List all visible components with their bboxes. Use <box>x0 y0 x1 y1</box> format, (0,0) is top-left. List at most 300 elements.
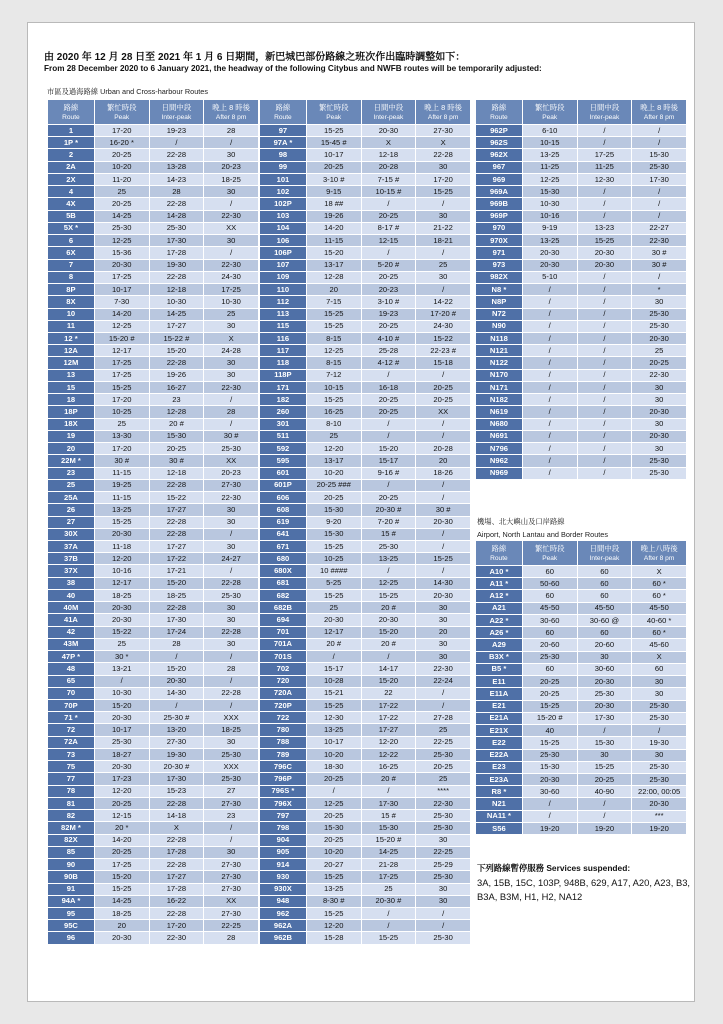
after-8pm-cell: 60 * <box>632 590 686 601</box>
interpeak-cell: 17-30 <box>362 798 416 809</box>
header-peak <box>307 100 361 124</box>
peak-cell: 15-30 <box>307 504 361 515</box>
route-cell: E11A <box>476 688 522 699</box>
route-cell: 4X <box>48 198 94 209</box>
route-cell: 18P <box>48 406 94 417</box>
after-8pm-cell: / <box>632 125 686 136</box>
peak-cell: 20-25 <box>307 835 361 846</box>
table-row <box>476 774 686 785</box>
peak-cell: 11-20 <box>95 174 149 185</box>
table-row <box>48 541 258 552</box>
route-cell: E21A <box>476 713 522 724</box>
header-route-en: Route <box>274 113 292 121</box>
table-row <box>260 223 470 234</box>
table-row <box>48 406 258 417</box>
table-row <box>260 137 470 148</box>
route-cell: 969B <box>476 198 522 209</box>
header-peak-zh: 繁忙時段 <box>318 102 349 112</box>
route-cell: 12 * <box>48 333 94 344</box>
interpeak-cell: 17-28 <box>150 847 204 858</box>
header-interpeak-en: Inter-peak <box>589 554 620 562</box>
route-cell: 40 <box>48 590 94 601</box>
interpeak-cell: 17-28 <box>150 247 204 258</box>
route-cell: 37X <box>48 565 94 576</box>
route-cell: 608 <box>260 504 306 515</box>
table-row <box>260 932 470 943</box>
after-8pm-cell: / <box>416 908 470 919</box>
peak-cell: 15-25 <box>95 884 149 895</box>
route-cell: 5X * <box>48 223 94 234</box>
route-cell: 641 <box>260 529 306 540</box>
peak-cell: 40 <box>523 725 577 736</box>
after-8pm-cell: 27-30 <box>416 125 470 136</box>
peak-cell: 30 * <box>95 651 149 662</box>
interpeak-cell: / <box>578 272 632 283</box>
route-cell: 1 <box>48 125 94 136</box>
interpeak-cell: 22-28 <box>150 602 204 613</box>
table-row <box>476 211 686 222</box>
interpeak-cell: / <box>578 811 632 822</box>
table-row <box>260 847 470 858</box>
interpeak-cell: 20-25 <box>578 774 632 785</box>
header-interpeak-en: Inter-peak <box>589 113 620 121</box>
peak-cell: 10-30 <box>523 198 577 209</box>
interpeak-cell: 22-28 <box>150 198 204 209</box>
interpeak-cell: 10-30 <box>150 296 204 307</box>
interpeak-cell: / <box>578 125 632 136</box>
interpeak-cell: 20-30 <box>578 247 632 258</box>
urban-routes-table-2 <box>259 99 471 945</box>
after-8pm-cell: 25-30 <box>632 468 686 479</box>
after-8pm-cell: 15-22 <box>416 333 470 344</box>
table-row <box>260 565 470 576</box>
title-english: From 28 December 2020 to 6 January 2021, the headway of the following Citybus and NWFB routes will be temporarily adjusted: <box>44 64 542 73</box>
table-row <box>48 553 258 564</box>
interpeak-cell: 17-27 <box>150 321 204 332</box>
after-8pm-cell: 25 <box>416 773 470 784</box>
peak-cell: / <box>523 357 577 368</box>
after-8pm-cell: / <box>632 137 686 148</box>
title-chinese: 由 2020 年 12 月 28 日至 2021 年 1 月 6 日期間，新巴城巴部份路線之班次作出臨時調整如下： <box>44 52 466 63</box>
after-8pm-cell: 30 <box>632 688 686 699</box>
peak-cell: 15-25 <box>307 908 361 919</box>
peak-cell: 10-17 <box>307 149 361 160</box>
route-cell: 73 <box>48 749 94 760</box>
table-row <box>260 345 470 356</box>
table-row <box>476 590 686 601</box>
interpeak-cell: 27-30 <box>150 737 204 748</box>
peak-cell: 20-30 <box>307 614 361 625</box>
interpeak-cell: 25-28 <box>362 345 416 356</box>
interpeak-cell: 15-30 <box>150 431 204 442</box>
table-row <box>260 406 470 417</box>
header-after-8pm-zh: 晚上 8 時後 <box>640 102 679 112</box>
peak-cell: 20-30 <box>523 774 577 785</box>
peak-cell: 19-20 <box>523 823 577 834</box>
table-row <box>260 321 470 332</box>
after-8pm-cell: XX <box>416 406 470 417</box>
peak-cell: 14-20 <box>95 835 149 846</box>
after-8pm-cell: 25-30 <box>632 162 686 173</box>
peak-cell: 25 <box>307 431 361 442</box>
after-8pm-cell: 40-60 * <box>632 615 686 626</box>
route-cell: E23A <box>476 774 522 785</box>
peak-cell: 30 # <box>95 455 149 466</box>
after-8pm-cell: 22-28 <box>204 688 258 699</box>
peak-cell: 17-23 <box>95 773 149 784</box>
interpeak-cell: 22-28 <box>150 480 204 491</box>
interpeak-cell: 60 <box>578 578 632 589</box>
route-cell: B5 * <box>476 664 522 675</box>
after-8pm-cell: 20-30 <box>632 406 686 417</box>
table-row <box>476 443 686 454</box>
interpeak-cell: 15-25 <box>578 235 632 246</box>
route-cell: 797 <box>260 810 306 821</box>
peak-cell: 9-15 <box>307 186 361 197</box>
header-peak-zh: 繁忙時段 <box>534 543 565 553</box>
table-row <box>48 859 258 870</box>
peak-cell: 15-20 # <box>95 333 149 344</box>
interpeak-cell: 16-25 <box>362 761 416 772</box>
route-cell: 6 <box>48 235 94 246</box>
after-8pm-cell: 20-25 <box>416 394 470 405</box>
table-row <box>476 798 686 809</box>
interpeak-cell: 22-28 <box>150 835 204 846</box>
interpeak-cell: / <box>362 565 416 576</box>
after-8pm-cell: / <box>204 529 258 540</box>
interpeak-cell: 20-30 <box>362 125 416 136</box>
after-8pm-cell: 17-20 # <box>416 309 470 320</box>
after-8pm-cell: 17-20 <box>416 174 470 185</box>
interpeak-cell: 4-12 # <box>362 357 416 368</box>
table-row <box>48 529 258 540</box>
peak-cell: / <box>523 443 577 454</box>
table-row <box>476 394 686 405</box>
peak-cell: 15-30 <box>307 529 361 540</box>
peak-cell: 12-15 <box>95 810 149 821</box>
peak-cell: 12-17 <box>95 345 149 356</box>
peak-cell: / <box>523 321 577 332</box>
interpeak-cell: 17-24 <box>150 627 204 638</box>
interpeak-cell: 12-18 <box>362 149 416 160</box>
header-after-8pm <box>416 100 470 124</box>
interpeak-cell: 25-30 # <box>150 712 204 723</box>
after-8pm-cell: 30 <box>632 419 686 430</box>
peak-cell: 20-25 <box>523 676 577 687</box>
route-cell: 595 <box>260 455 306 466</box>
table-row <box>48 578 258 589</box>
peak-cell: 15-36 <box>95 247 149 258</box>
peak-cell: / <box>523 296 577 307</box>
interpeak-cell: 22-28 <box>150 908 204 919</box>
route-cell: 96 <box>48 932 94 943</box>
table-row <box>476 701 686 712</box>
route-cell: 948 <box>260 896 306 907</box>
table-row <box>260 125 470 136</box>
route-cell: 115 <box>260 321 306 332</box>
header-peak-en: Peak <box>542 554 558 562</box>
table-row <box>476 149 686 160</box>
after-8pm-cell: XXX <box>204 761 258 772</box>
peak-cell: 12-25 <box>95 235 149 246</box>
after-8pm-cell: 60 * <box>632 627 686 638</box>
peak-cell: 10-16 <box>95 565 149 576</box>
interpeak-cell: 20-25 <box>362 492 416 503</box>
interpeak-cell: 10-15 # <box>362 186 416 197</box>
table-row <box>260 578 470 589</box>
peak-cell: 11-18 <box>95 541 149 552</box>
after-8pm-cell: 22-30 <box>416 663 470 674</box>
after-8pm-cell: / <box>416 541 470 552</box>
interpeak-cell: 12-30 <box>578 174 632 185</box>
route-cell: 2 <box>48 149 94 160</box>
table-row <box>260 480 470 491</box>
after-8pm-cell: 30 # <box>632 260 686 271</box>
interpeak-cell: 15-17 <box>362 455 416 466</box>
route-cell: 97A * <box>260 137 306 148</box>
route-cell: S56 <box>476 823 522 834</box>
after-8pm-cell: / <box>632 725 686 736</box>
after-8pm-cell: 25-30 <box>204 443 258 454</box>
route-cell: 70P <box>48 700 94 711</box>
route-cell: 970X <box>476 235 522 246</box>
route-cell: NA11 * <box>476 811 522 822</box>
route-cell: 973 <box>476 260 522 271</box>
table-row <box>476 786 686 797</box>
interpeak-cell: 20-25 <box>362 321 416 332</box>
route-cell: 962X <box>476 149 522 160</box>
interpeak-cell: 20-30 <box>362 614 416 625</box>
peak-cell: 25 <box>307 602 361 613</box>
peak-cell: / <box>523 811 577 822</box>
peak-cell: 8-10 <box>307 419 361 430</box>
table-row <box>260 333 470 344</box>
after-8pm-cell: 22-24 <box>416 676 470 687</box>
peak-cell: 10-20 <box>307 749 361 760</box>
route-cell: 18X <box>48 419 94 430</box>
peak-cell: 18-27 <box>95 749 149 760</box>
interpeak-cell: / <box>150 700 204 711</box>
interpeak-cell: 15-30 <box>362 822 416 833</box>
header-after-8pm <box>632 100 686 124</box>
after-8pm-cell: 22-30 <box>632 235 686 246</box>
route-cell: N182 <box>476 394 522 405</box>
peak-cell: 9-20 <box>307 517 361 528</box>
route-cell: 11 <box>48 321 94 332</box>
route-cell: 701A <box>260 639 306 650</box>
peak-cell: 25-30 <box>523 652 577 663</box>
interpeak-cell: 20-30 <box>150 676 204 687</box>
after-8pm-cell: 20-30 <box>632 798 686 809</box>
table-row <box>48 700 258 711</box>
after-8pm-cell: 25 <box>416 260 470 271</box>
after-8pm-cell: 30 <box>416 602 470 613</box>
route-cell: N171 <box>476 382 522 393</box>
interpeak-cell: 60 <box>578 627 632 638</box>
interpeak-cell: 19-20 <box>578 823 632 834</box>
interpeak-cell: / <box>578 431 632 442</box>
header-after-8pm-en: After 8 pm <box>215 113 247 121</box>
interpeak-cell: 15-20 <box>150 578 204 589</box>
interpeak-cell: 22-28 <box>150 272 204 283</box>
route-cell: 930X <box>260 884 306 895</box>
after-8pm-cell: 30 <box>204 504 258 515</box>
table-row <box>476 247 686 258</box>
table-row <box>48 357 258 368</box>
peak-cell: 17-20 <box>95 443 149 454</box>
after-8pm-cell: 22-27 <box>632 223 686 234</box>
peak-cell: 7-30 <box>95 296 149 307</box>
after-8pm-cell: 24-30 <box>416 321 470 332</box>
table-row <box>260 810 470 821</box>
interpeak-cell: 20-30 <box>578 701 632 712</box>
peak-cell: 30-60 <box>523 615 577 626</box>
interpeak-cell: / <box>578 211 632 222</box>
route-cell: 48 <box>48 663 94 674</box>
after-8pm-cell: 30 <box>204 149 258 160</box>
route-cell: 95 <box>48 908 94 919</box>
after-8pm-cell: 19-30 <box>632 737 686 748</box>
after-8pm-cell: / <box>416 198 470 209</box>
after-8pm-cell: 27-30 <box>204 884 258 895</box>
after-8pm-cell: / <box>416 284 470 295</box>
route-cell: E11 <box>476 676 522 687</box>
route-cell: 118 <box>260 357 306 368</box>
header-route-zh: 路線 <box>491 543 507 553</box>
interpeak-cell: 7-15 # <box>362 174 416 185</box>
interpeak-cell: / <box>578 186 632 197</box>
route-cell: 2A <box>48 162 94 173</box>
after-8pm-cell: 25-30 <box>632 455 686 466</box>
interpeak-cell: 20-30 <box>578 676 632 687</box>
route-cell: 962 <box>260 908 306 919</box>
interpeak-cell: 14-28 <box>150 211 204 222</box>
route-cell: 301 <box>260 419 306 430</box>
peak-cell: 60 <box>523 590 577 601</box>
after-8pm-cell: XX <box>204 896 258 907</box>
route-cell: 109 <box>260 272 306 283</box>
interpeak-cell: 19-23 <box>362 309 416 320</box>
interpeak-cell: / <box>578 198 632 209</box>
peak-cell: 10-17 <box>95 284 149 295</box>
table-row <box>48 602 258 613</box>
after-8pm-cell: 30 <box>204 370 258 381</box>
table-row <box>48 468 258 479</box>
after-8pm-cell: / <box>416 492 470 503</box>
interpeak-cell: X <box>150 822 204 833</box>
after-8pm-cell: / <box>204 394 258 405</box>
table-row <box>476 750 686 761</box>
route-cell: 90 <box>48 859 94 870</box>
table-row <box>48 235 258 246</box>
table-row <box>260 639 470 650</box>
interpeak-cell: 22-28 <box>150 529 204 540</box>
table-row <box>48 260 258 271</box>
route-cell: 101 <box>260 174 306 185</box>
route-cell: 680X <box>260 565 306 576</box>
interpeak-cell: / <box>362 247 416 258</box>
peak-cell: 20-30 <box>95 260 149 271</box>
interpeak-cell: 13-25 <box>362 553 416 564</box>
peak-cell: 20 <box>307 284 361 295</box>
peak-cell: 10-15 <box>523 137 577 148</box>
peak-cell: 15-17 <box>307 663 361 674</box>
after-8pm-cell: * <box>632 284 686 295</box>
peak-cell: 20-25 <box>95 198 149 209</box>
after-8pm-cell: 30 <box>632 750 686 761</box>
peak-cell: 5-25 <box>307 578 361 589</box>
peak-cell: 18-25 <box>95 590 149 601</box>
peak-cell: 14-20 <box>95 309 149 320</box>
route-cell: 5B <box>48 211 94 222</box>
route-cell: 25A <box>48 492 94 503</box>
after-8pm-cell: 27 <box>204 786 258 797</box>
table-row <box>48 614 258 625</box>
table-row <box>260 920 470 931</box>
header-route <box>260 100 306 124</box>
table-row <box>476 186 686 197</box>
header-route-zh: 路線 <box>63 102 79 112</box>
interpeak-cell: 20-25 <box>362 394 416 405</box>
table-row <box>476 468 686 479</box>
table-row <box>48 712 258 723</box>
after-8pm-cell: / <box>204 137 258 148</box>
peak-cell: 20 * <box>95 822 149 833</box>
after-8pm-cell: 25-30 <box>204 749 258 760</box>
route-cell: 798 <box>260 822 306 833</box>
peak-cell: 15-25 <box>307 871 361 882</box>
peak-cell: 25-30 <box>95 223 149 234</box>
interpeak-cell: 14-23 <box>150 174 204 185</box>
peak-cell: 19-26 <box>307 211 361 222</box>
peak-cell: 10-17 <box>307 737 361 748</box>
table-row <box>260 798 470 809</box>
interpeak-cell: 19-30 <box>150 749 204 760</box>
interpeak-cell: / <box>578 357 632 368</box>
after-8pm-cell: 22:00, 00:05 <box>632 786 686 797</box>
after-8pm-cell: 22-30 <box>204 211 258 222</box>
table-row <box>260 871 470 882</box>
route-cell: 19 <box>48 431 94 442</box>
table-row <box>260 296 470 307</box>
after-8pm-cell: 14-22 <box>416 296 470 307</box>
peak-cell: 16-25 <box>307 406 361 417</box>
table-row <box>260 761 470 772</box>
header-interpeak-en: Inter-peak <box>373 113 404 121</box>
peak-cell: 15-45 # <box>307 137 361 148</box>
after-8pm-cell: 30 <box>416 614 470 625</box>
table-row <box>260 688 470 699</box>
after-8pm-cell: 22-25 <box>416 737 470 748</box>
interpeak-cell: 4-10 # <box>362 333 416 344</box>
after-8pm-cell: 20 <box>416 627 470 638</box>
peak-cell: 20-30 <box>523 247 577 258</box>
interpeak-cell: 20 # <box>362 773 416 784</box>
table-row <box>260 455 470 466</box>
table-row <box>260 786 470 797</box>
route-cell: 701S <box>260 651 306 662</box>
route-cell: 90B <box>48 871 94 882</box>
interpeak-cell: 22-28 <box>150 149 204 160</box>
interpeak-cell: 17-27 <box>150 504 204 515</box>
route-cell: 70 <box>48 688 94 699</box>
notice-page <box>27 22 695 1002</box>
route-cell: N21 <box>476 798 522 809</box>
header-peak-zh: 繁忙時段 <box>106 102 137 112</box>
route-cell: N969 <box>476 468 522 479</box>
after-8pm-cell: 10-30 <box>204 296 258 307</box>
peak-cell: 15-20 <box>95 700 149 711</box>
